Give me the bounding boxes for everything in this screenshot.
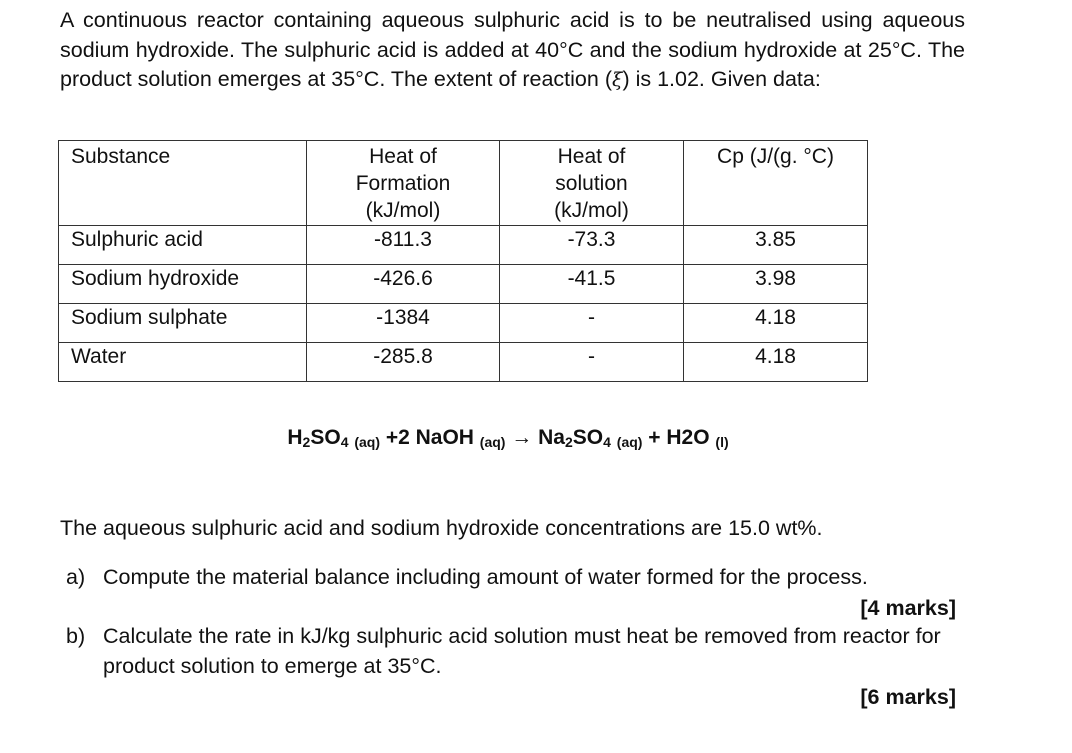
eq-sub-2: 2 — [302, 434, 311, 450]
table-row — [59, 304, 868, 343]
eq-sub-4: 4 — [603, 434, 611, 450]
question-b — [66, 622, 956, 681]
eq-state-aq: (aq) — [616, 434, 643, 450]
header-line: Heat of — [557, 145, 626, 168]
reaction-equation — [0, 426, 1044, 450]
header-line: solution — [555, 172, 628, 195]
header-line: Heat of — [369, 145, 437, 168]
intro-text-end: ) is 1.02. Given data: — [622, 67, 821, 92]
eq-na: Na — [538, 426, 565, 449]
cell-cp: 4.18 — [684, 343, 868, 382]
header-line: (kJ/mol) — [365, 199, 441, 222]
cell-heat-of-formation: -426.6 — [307, 265, 500, 304]
intro-paragraph — [60, 6, 965, 96]
table-row — [59, 226, 868, 265]
eq-state-aq: (aq) — [479, 434, 506, 450]
eq-state-aq: (aq) — [354, 434, 380, 450]
cell-substance: Sodium hydroxide — [59, 265, 307, 304]
header-heat-of-solution — [500, 141, 684, 226]
question-a — [66, 563, 956, 593]
cell-heat-of-solution: -73.3 — [500, 226, 684, 265]
eq-so: SO — [572, 426, 604, 449]
table-header-row — [59, 141, 868, 226]
cell-substance: Water — [59, 343, 307, 382]
cell-substance: Sodium sulphate — [59, 304, 307, 343]
table-row — [59, 265, 868, 304]
eq-state-l: (l) — [715, 434, 729, 450]
eq-naoh: +2 NaOH — [380, 426, 480, 449]
eq-sub-4: 4 — [340, 434, 349, 450]
table-row — [59, 343, 868, 382]
intro-text: A continuous reactor containing aqueous sulphuric acid is to be neutralised using aqueous sodium hydroxide. The sulphuric acid is added at 40°C and the sodium hydroxide at 25°C. The product solution emerges at 35°C. The extent of reaction ( — [60, 8, 965, 92]
data-table — [58, 140, 868, 382]
eq-h2o: + H2O — [642, 426, 716, 449]
concentration-statement: The aqueous sulphuric acid and sodium hydroxide concentrations are 15.0 wt%. — [60, 516, 823, 540]
question-text: Calculate the rate in kJ/kg sulphuric acid solution must heat be removed from reactor for product solution to emerge at 35°C. — [103, 624, 941, 678]
question-label: a) — [66, 565, 86, 589]
marks-a: [4 marks] — [860, 596, 956, 620]
question-text: Compute the material balance including amount of water formed for the process. — [103, 565, 868, 589]
header-heat-of-formation — [307, 141, 500, 226]
cell-cp: 4.18 — [684, 304, 868, 343]
header-cp: Cp (J/(g. °C) — [684, 141, 868, 226]
header-line: Formation — [355, 172, 451, 195]
header-line: (kJ/mol) — [554, 199, 629, 222]
cell-heat-of-formation: -285.8 — [307, 343, 500, 382]
eq-so: SO — [310, 426, 341, 449]
arrow-icon: → — [505, 426, 539, 449]
cell-heat-of-solution: - — [500, 343, 684, 382]
problem-intro — [60, 6, 965, 96]
eq-sub-2: 2 — [565, 434, 573, 450]
cell-heat-of-formation: -1384 — [307, 304, 500, 343]
cell-heat-of-solution: - — [500, 304, 684, 343]
xi-symbol: ξ — [611, 69, 623, 92]
header-substance: Substance — [59, 141, 307, 226]
eq-h: H — [287, 426, 303, 449]
cell-heat-of-formation: -811.3 — [307, 226, 500, 265]
question-label: b) — [66, 624, 86, 648]
cell-cp: 3.85 — [684, 226, 868, 265]
cell-cp: 3.98 — [684, 265, 868, 304]
cell-substance: Sulphuric acid — [59, 226, 307, 265]
cell-heat-of-solution: -41.5 — [500, 265, 684, 304]
marks-b: [6 marks] — [860, 685, 956, 709]
